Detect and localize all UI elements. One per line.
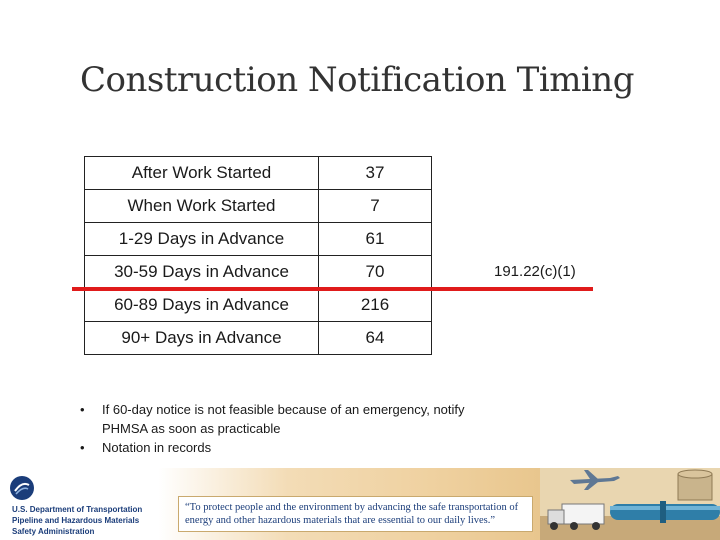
list-item <box>80 438 500 457</box>
mission-quote: “To protect people and the environment by advancing the safe transportation of energy and other hazardous materials that are essential to our daily lives.” <box>178 496 533 532</box>
dot-logo-icon <box>10 476 34 500</box>
notes-list <box>80 400 500 457</box>
row-value: 61 <box>319 223 432 256</box>
footer-banner <box>0 452 720 540</box>
bullet-text: Notation in records <box>102 440 212 455</box>
agency-line-2: Pipeline and Hazardous Materials <box>12 516 140 525</box>
row-label: 60-89 Days in Advance <box>85 289 319 322</box>
agency-line-1: U.S. Department of Transportation <box>12 505 143 514</box>
table-row <box>85 157 432 190</box>
agency-line-3: Safety Administration <box>12 527 95 536</box>
row-label: 30-59 Days in Advance <box>85 256 319 289</box>
slide-title: Construction Notification Timing <box>80 60 634 100</box>
agency-name <box>12 504 162 537</box>
row-value: 70 <box>319 256 432 289</box>
pipeline-icon <box>610 501 720 523</box>
table-row <box>85 190 432 223</box>
storage-tank-icon <box>678 470 712 500</box>
table-row <box>85 289 432 322</box>
bullet-icon: • <box>80 440 85 455</box>
regulation-citation: 191.22(c)(1) <box>494 263 576 280</box>
row-value: 216 <box>319 289 432 322</box>
page-number: 21 <box>684 452 698 467</box>
sixty-day-threshold-line <box>72 287 593 291</box>
row-value: 37 <box>319 157 432 190</box>
notification-timing-table <box>84 156 432 355</box>
bullet-icon: • <box>80 402 85 417</box>
row-label: 1-29 Days in Advance <box>85 223 319 256</box>
table-row <box>85 322 432 355</box>
row-label: When Work Started <box>85 190 319 223</box>
table-row <box>85 223 432 256</box>
bullet-text: If 60-day notice is not feasible because of an emergency, notify PHMSA as soon as practicable <box>102 402 465 436</box>
table-row <box>85 256 432 289</box>
list-item <box>80 400 500 438</box>
transportation-scene-icon <box>540 468 720 540</box>
row-label: After Work Started <box>85 157 319 190</box>
row-value: 64 <box>319 322 432 355</box>
row-value: 7 <box>319 190 432 223</box>
row-label: 90+ Days in Advance <box>85 322 319 355</box>
